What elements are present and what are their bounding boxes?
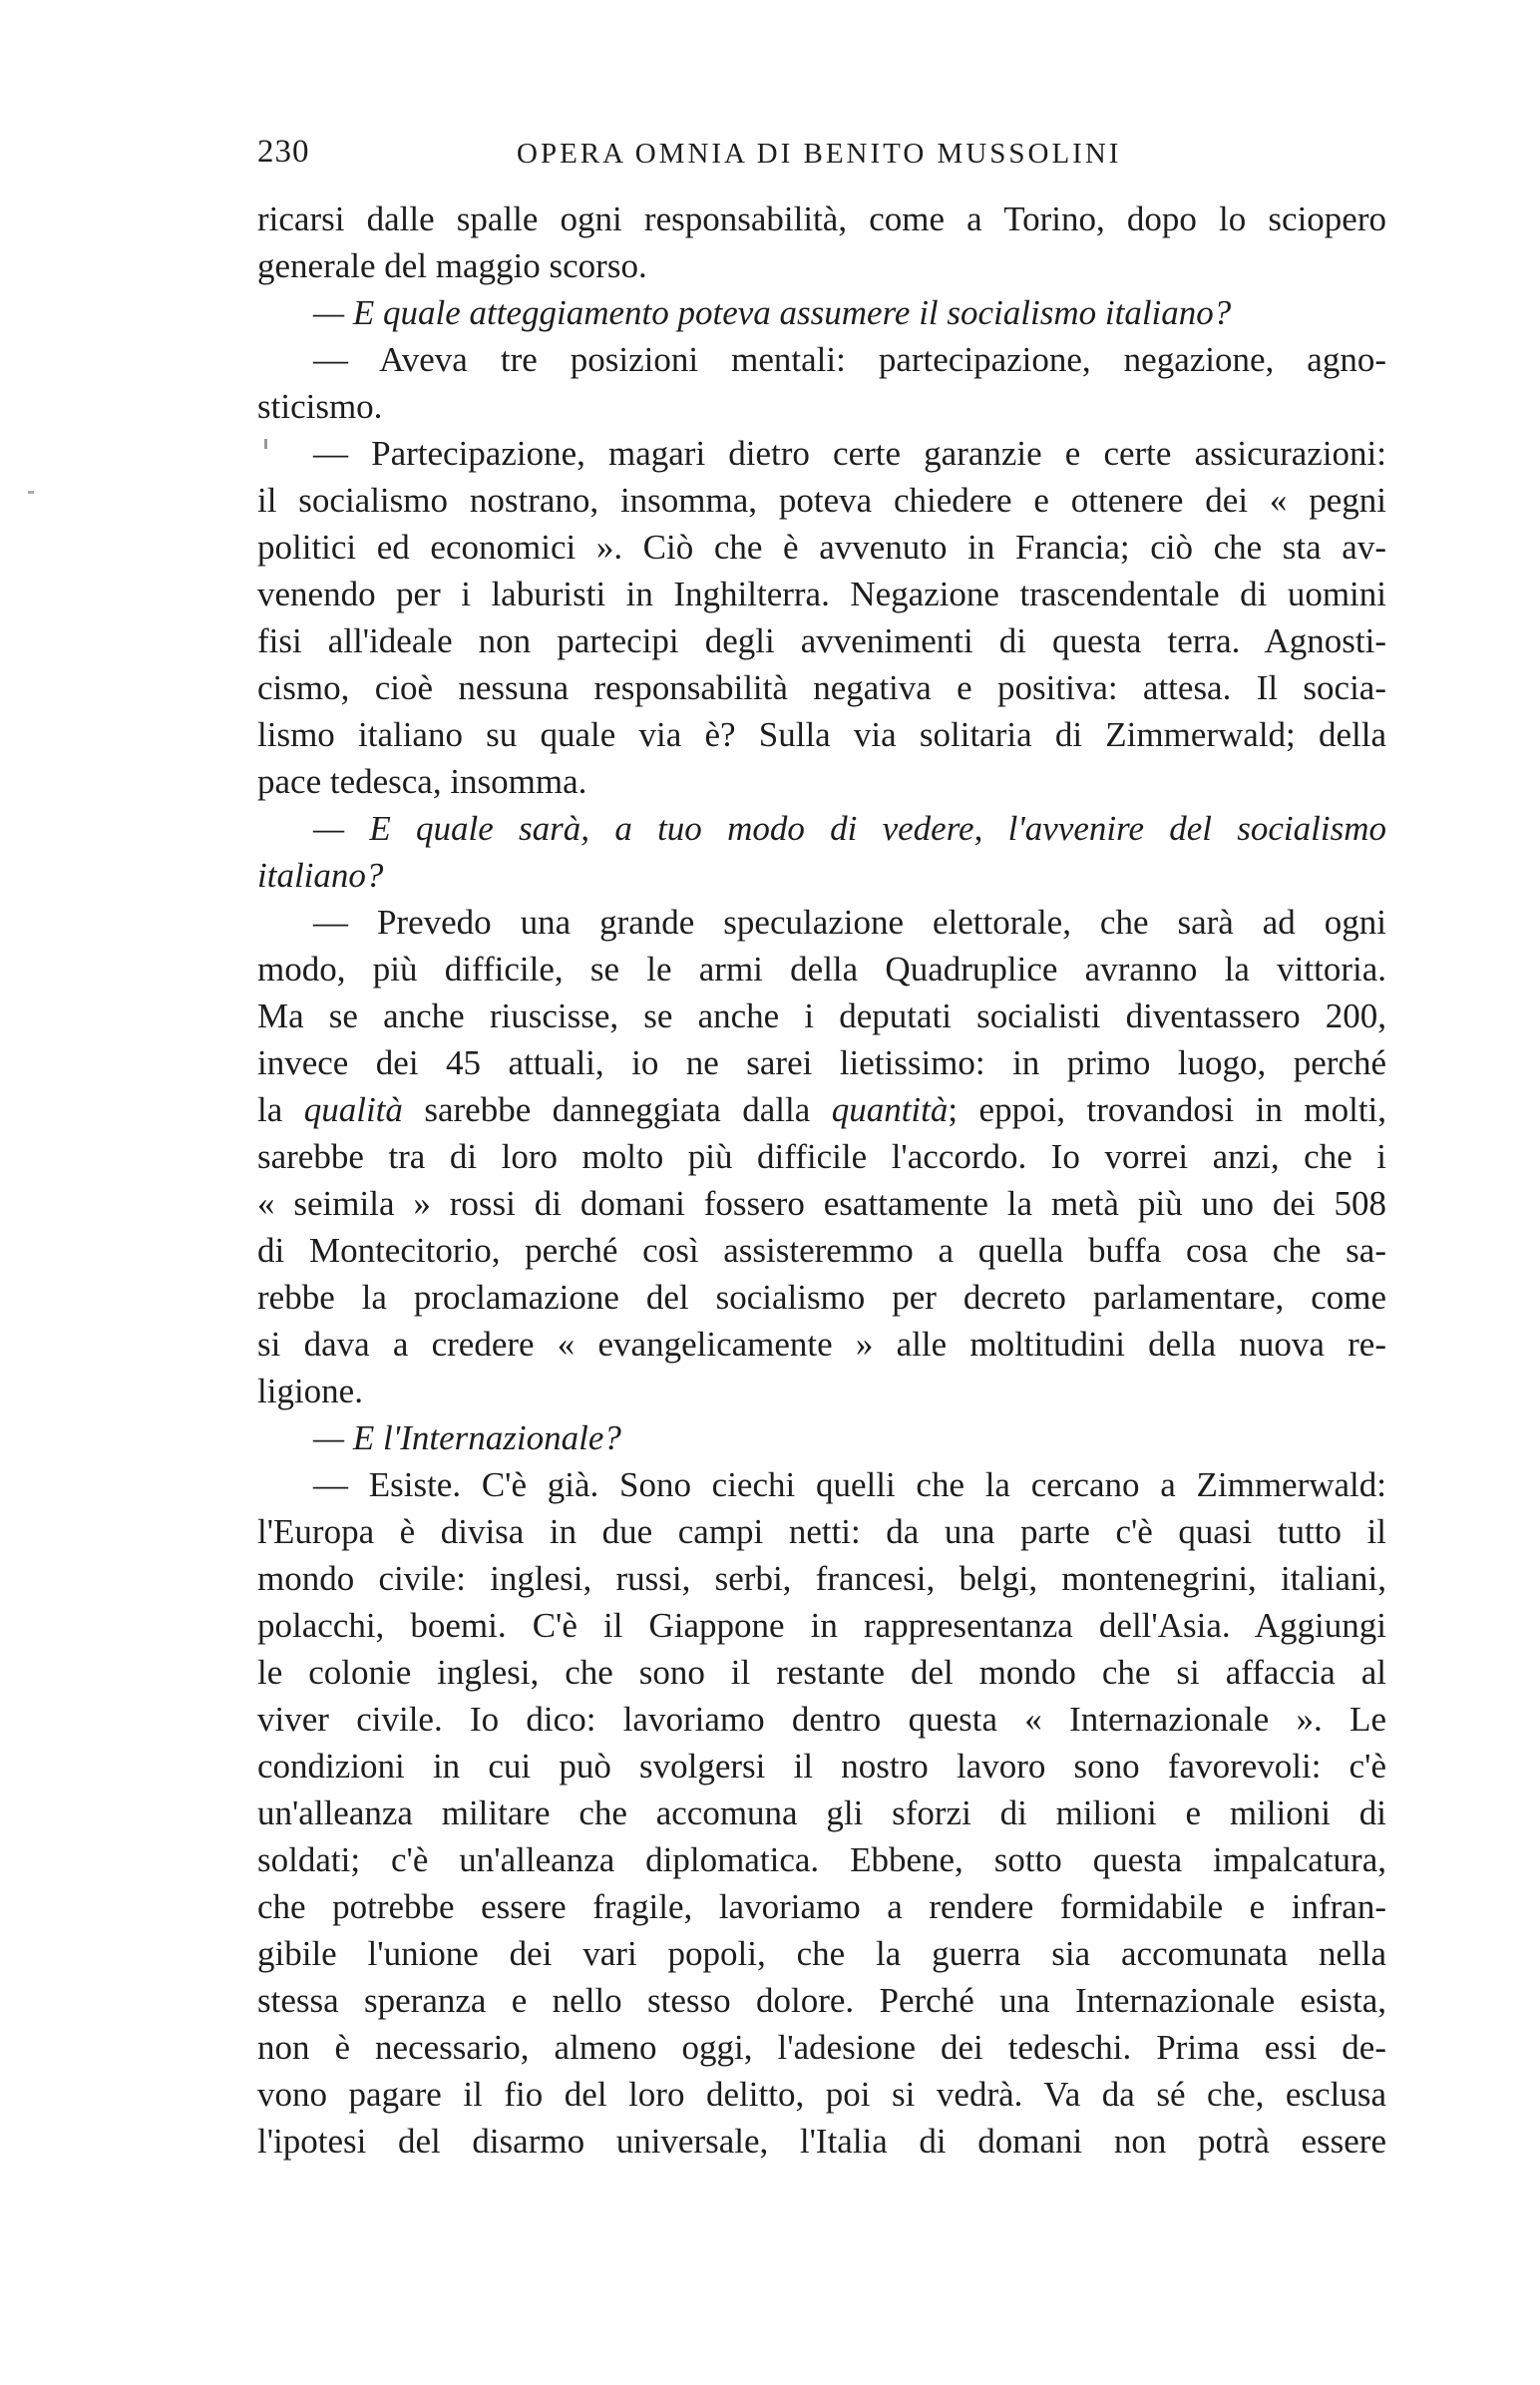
text-line: il socialismo nostrano, insomma, poteva chiedere e ottenere dei « pegni xyxy=(257,481,1386,520)
text-line: Ma se anche riuscisse, se anche i deputati socialisti diventassero 200, xyxy=(257,996,1386,1035)
text-line: stessa speranza e nello stesso dolore. Perché una Internazionale esista, xyxy=(257,1981,1386,2020)
text-line: politici ed economici ». Ciò che è avvenuto in Francia; ciò che sta av- xyxy=(257,528,1386,567)
text-line: un'alleanza militare che accomuna gli sforzi di milioni e milioni di xyxy=(257,1793,1386,1832)
text-line: sticismo. xyxy=(257,387,383,426)
text-line: cismo, cioè nessuna responsabilità negativa e positiva: attesa. Il socia- xyxy=(257,668,1386,707)
interview-question: — E quale sarà, a tuo modo di vedere, l'avvenire del socialismo xyxy=(313,809,1386,848)
text-line: fisi all'ideale non partecipi degli avvenimenti di questa terra. Agnosti- xyxy=(257,621,1386,660)
running-title: OPERA OMNIA DI BENITO MUSSOLINI xyxy=(517,138,1122,170)
text-fragment: sarebbe danneggiata dalla xyxy=(424,1090,811,1129)
text-line: « seimila » rossi di domani fossero esattamente la metà più uno dei 508 xyxy=(257,1184,1386,1223)
text-line: di Montecitorio, perché così assisteremmo a quella buffa cosa che sa- xyxy=(257,1231,1386,1270)
text-line: non è necessario, almeno oggi, l'adesione dei tedeschi. Prima essi de- xyxy=(257,2028,1386,2067)
text-line: — Prevedo una grande speculazione elettorale, che sarà ad ogni xyxy=(313,903,1386,942)
page-number: 230 xyxy=(257,134,310,170)
interview-question: — E quale atteggiamento poteva assumere il socialismo italiano? xyxy=(313,293,1232,332)
text-line: si dava a credere « evangelicamente » alle moltitudini della nuova re- xyxy=(257,1325,1386,1364)
text-line: generale del maggio scorso. xyxy=(257,246,647,285)
text-line: che potrebbe essere fragile, lavoriamo a rendere formidabile e infran- xyxy=(257,1887,1386,1926)
interview-question: italiano? xyxy=(257,856,384,895)
text-line: venendo per i laburisti in Inghilterra. Negazione trascendentale di uomini xyxy=(257,575,1386,613)
text-line: viver civile. Io dico: lavoriamo dentro questa « Internazionale ». Le xyxy=(257,1700,1386,1739)
text-line: — Aveva tre posizioni mentali: partecipazione, negazione, agno- xyxy=(313,340,1386,379)
text-line: l'Europa è divisa in due campi netti: da una parte c'è quasi tutto il xyxy=(257,1512,1386,1551)
text-line: ricarsi dalle spalle ogni responsabilità, come a Torino, dopo lo sciopero xyxy=(257,199,1386,238)
interview-question: — E l'Internazionale? xyxy=(313,1418,621,1457)
text-line: gibile l'unione dei vari popoli, che la guerra sia accomunata nella xyxy=(257,1934,1386,1973)
text-line: mondo civile: inglesi, russi, serbi, francesi, belgi, montenegrini, italiani, xyxy=(257,1559,1386,1598)
text-fragment: la xyxy=(257,1090,283,1129)
text-line: condizioni in cui può svolgersi il nostro lavoro sono favorevoli: c'è xyxy=(257,1747,1386,1786)
text-line: le colonie inglesi, che sono il restante del mondo che si affaccia al xyxy=(257,1653,1386,1692)
italic-word: quantità xyxy=(831,1090,949,1129)
text-line: — Partecipazione, magari dietro certe garanzie e certe assicurazioni: xyxy=(313,434,1386,473)
text-line-mixed xyxy=(257,1086,1386,1133)
text-line: vono pagare il fio del loro delitto, poi si vedrà. Va da sé che, esclusa xyxy=(257,2075,1386,2114)
text-line: modo, più difficile, se le armi della Quadruplice avranno la vittoria. xyxy=(257,950,1386,989)
text-line: soldati; c'è un'alleanza diplomatica. Ebbene, sotto questa impalcatura, xyxy=(257,1840,1386,1879)
text-line: polacchi, boemi. C'è il Giappone in rappresentanza dell'Asia. Aggiungi xyxy=(257,1606,1386,1645)
text-line: — Esiste. C'è già. Sono ciechi quelli che la cercano a Zimmerwald: xyxy=(313,1465,1386,1504)
italic-word: qualità xyxy=(303,1090,403,1129)
text-line: sarebbe tra di loro molto più difficile l'accordo. Io vorrei anzi, che i xyxy=(257,1137,1386,1176)
running-head xyxy=(257,128,1384,188)
text-line: invece dei 45 attuali, io ne sarei lietissimo: in primo luogo, perché xyxy=(257,1043,1386,1082)
text-line: ligione. xyxy=(257,1372,363,1410)
text-line: rebbe la proclamazione del socialismo per decreto parlamentare, come xyxy=(257,1278,1386,1317)
text-fragment: ; eppoi, trovandosi in molti, xyxy=(948,1090,1386,1129)
text-line: lismo italiano su quale via è? Sulla via solitaria di Zimmerwald; della xyxy=(257,715,1386,754)
body-text xyxy=(257,196,1386,2165)
text-line: pace tedesca, insomma. xyxy=(257,762,587,801)
text-line: l'ipotesi del disarmo universale, l'Italia di domani non potrà essere xyxy=(257,2122,1386,2161)
margin-mark xyxy=(28,491,34,494)
